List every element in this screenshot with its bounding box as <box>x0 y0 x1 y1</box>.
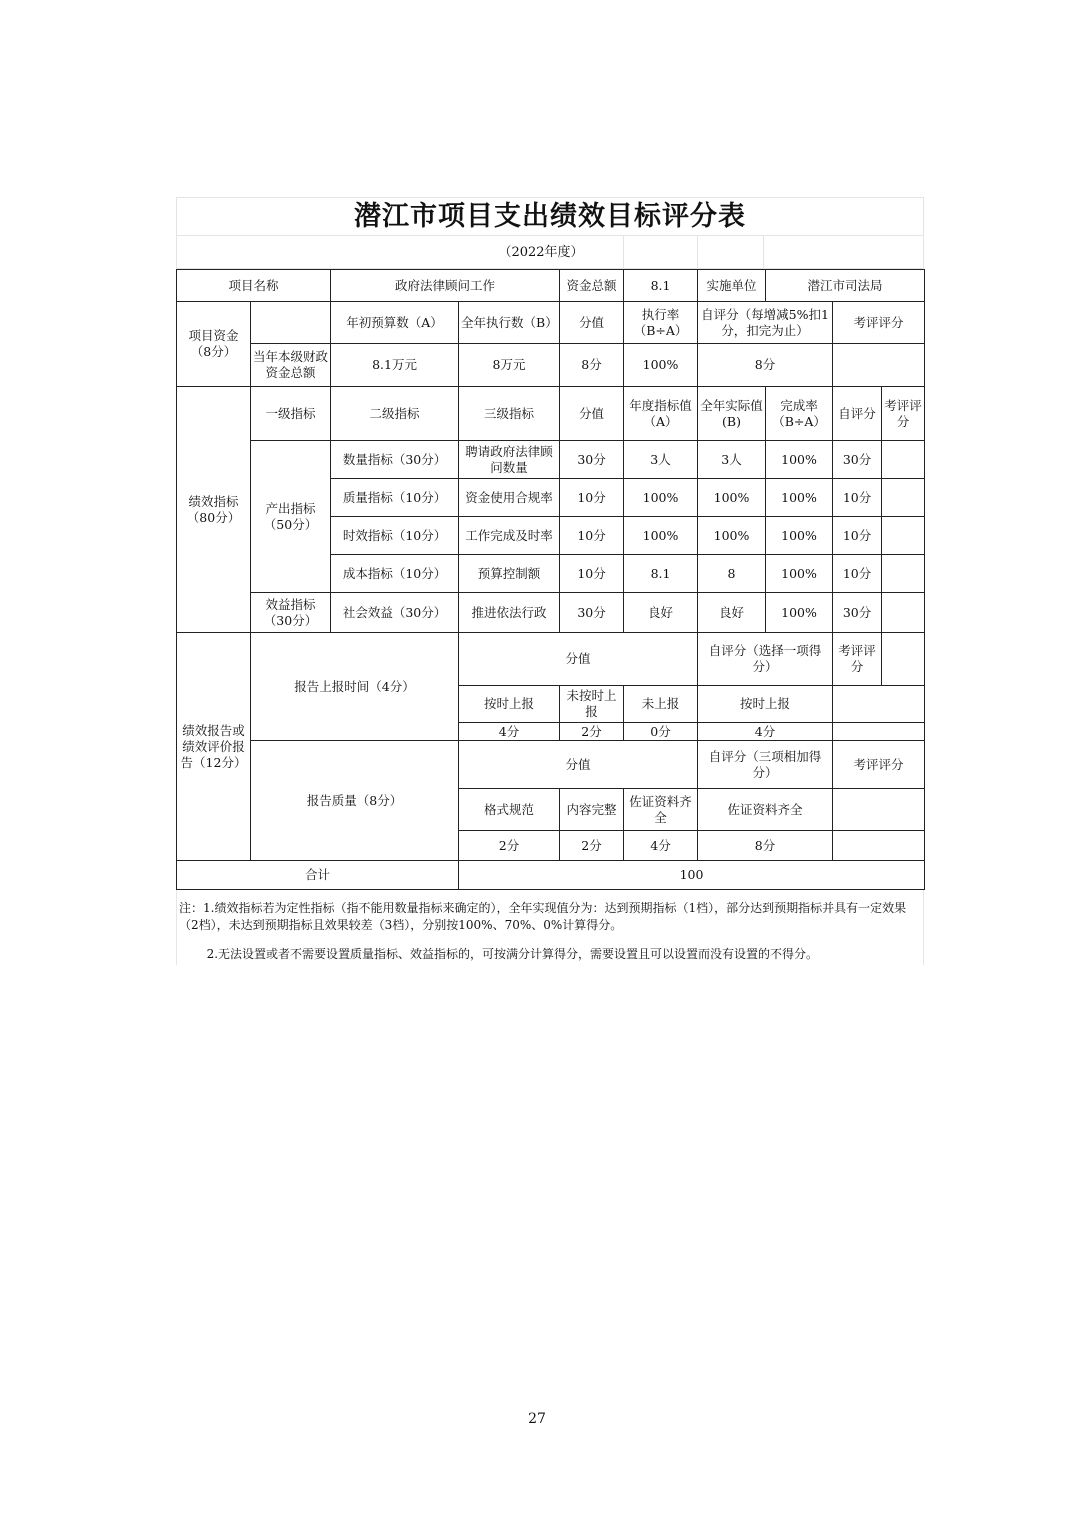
perf-rate: 100% <box>766 441 833 479</box>
report-time-review <box>833 686 925 723</box>
perf-l2: 社会效益（30分） <box>331 593 459 633</box>
perf-rate: 100% <box>766 517 833 555</box>
perf-self: 10分 <box>833 517 882 555</box>
perf-actual: 8 <box>698 555 766 593</box>
perf-review <box>882 441 925 479</box>
grid-divider <box>697 236 698 268</box>
perf-actual: 3人 <box>698 441 766 479</box>
report-quality-points: 2分 <box>560 831 624 861</box>
perf-self: 30分 <box>833 593 882 633</box>
fund-total-label: 资金总额 <box>560 270 624 302</box>
perf-l3: 工作完成及时率 <box>459 517 560 555</box>
report-quality-self-points: 8分 <box>698 831 833 861</box>
perf-l2: 时效指标（10分） <box>331 517 459 555</box>
report-time-points: 0分 <box>624 723 698 741</box>
perf-label: 绩效指标（80分） <box>177 387 251 633</box>
report-quality-points: 2分 <box>459 831 560 861</box>
funds-self: 8分 <box>698 344 833 387</box>
report-time-option: 未按时上报 <box>560 686 624 723</box>
report-quality-review <box>833 789 925 831</box>
perf-target: 100% <box>624 517 698 555</box>
report-quality-option: 佐证资料齐全 <box>624 789 698 831</box>
grid-divider <box>763 236 764 268</box>
note-1: 注：1.绩效指标若为定性指标（指不能用数量指标来确定的），全年实现值分为：达到预期指标（1档），部分达到预期指标并具有一定效果（2档），未达到预期指标且效果较差（3档），分别按100%、70%、0%计算得分。 <box>179 901 907 932</box>
report-time-self-header: 自评分（选择一项得分） <box>698 633 833 686</box>
perf-l3: 资金使用合规率 <box>459 479 560 517</box>
report-quality-points: 4分 <box>624 831 698 861</box>
funds-row-label: 当年本级财政资金总额 <box>251 344 331 387</box>
perf-rate-header: 完成率（B÷A） <box>766 387 833 441</box>
perf-review <box>882 517 925 555</box>
report-time-score-header: 分值 <box>459 633 698 686</box>
perf-l2: 质量指标（10分） <box>331 479 459 517</box>
perf-review-header: 考评评分 <box>882 387 925 441</box>
score-table <box>176 269 925 890</box>
perf-target: 良好 <box>624 593 698 633</box>
report-label: 绩效报告或绩效评价报告（12分） <box>177 633 251 861</box>
fund-total: 8.1 <box>624 270 698 302</box>
year-row <box>176 235 924 269</box>
perf-self: 10分 <box>833 479 882 517</box>
empty-cell <box>882 633 925 686</box>
funds-exec-header: 全年执行数（B） <box>459 302 560 344</box>
unit-name: 潜江市司法局 <box>766 270 925 302</box>
report-quality-option: 内容完整 <box>560 789 624 831</box>
score-sheet <box>176 197 924 965</box>
perf-score-header: 分值 <box>560 387 624 441</box>
perf-self: 30分 <box>833 441 882 479</box>
page-number: 27 <box>528 1411 546 1427</box>
report-quality-review-header: 考评评分 <box>833 741 925 789</box>
report-time-option: 未上报 <box>624 686 698 723</box>
perf-actual: 良好 <box>698 593 766 633</box>
perf-review <box>882 479 925 517</box>
report-time-points: 4分 <box>459 723 560 741</box>
perf-actual: 100% <box>698 517 766 555</box>
perf-score: 30分 <box>560 593 624 633</box>
funds-review <box>833 344 925 387</box>
perf-review <box>882 593 925 633</box>
empty-cell <box>251 302 331 344</box>
benefit-label: 效益指标（30分） <box>251 593 331 633</box>
report-time-option: 按时上报 <box>459 686 560 723</box>
perf-target: 3人 <box>624 441 698 479</box>
perf-l2: 成本指标（10分） <box>331 555 459 593</box>
report-time-self-choice: 按时上报 <box>698 686 833 723</box>
funds-score: 8分 <box>560 344 624 387</box>
funds-rate: 100% <box>624 344 698 387</box>
funds-score-header: 分值 <box>560 302 624 344</box>
funds-review-header: 考评评分 <box>833 302 925 344</box>
perf-rate: 100% <box>766 479 833 517</box>
grid-divider <box>623 236 624 268</box>
unit-label: 实施单位 <box>698 270 766 302</box>
report-quality-option: 格式规范 <box>459 789 560 831</box>
sheet-title: 潜江市项目支出绩效目标评分表 <box>176 197 924 235</box>
report-time-points: 2分 <box>560 723 624 741</box>
funds-exec: 8万元 <box>459 344 560 387</box>
perf-actual: 100% <box>698 479 766 517</box>
perf-target-header: 年度指标值（A） <box>624 387 698 441</box>
perf-l3: 聘请政府法律顾问数量 <box>459 441 560 479</box>
perf-l2: 数量指标（30分） <box>331 441 459 479</box>
perf-score: 10分 <box>560 555 624 593</box>
funds-budget-header: 年初预算数（A） <box>331 302 459 344</box>
report-time-review-points <box>833 723 925 741</box>
perf-l3-header: 三级指标 <box>459 387 560 441</box>
notes <box>176 890 924 965</box>
project-name: 政府法律顾问工作 <box>331 270 560 302</box>
report-quality-score-header: 分值 <box>459 741 698 789</box>
perf-target: 8.1 <box>624 555 698 593</box>
report-time-review-header: 考评评分 <box>833 633 882 686</box>
perf-l2-header: 二级指标 <box>331 387 459 441</box>
report-quality-self-choice: 佐证资料齐全 <box>698 789 833 831</box>
output-label: 产出指标（50分） <box>251 441 331 593</box>
perf-rate: 100% <box>766 593 833 633</box>
funds-rate-header: 执行率（B÷A） <box>624 302 698 344</box>
perf-review <box>882 555 925 593</box>
perf-l1-header: 一级指标 <box>251 387 331 441</box>
perf-target: 100% <box>624 479 698 517</box>
perf-actual-header: 全年实际值(B) <box>698 387 766 441</box>
funds-label: 项目资金（8分） <box>177 302 251 387</box>
perf-self: 10分 <box>833 555 882 593</box>
report-quality-self-header: 自评分（三项相加得分） <box>698 741 833 789</box>
funds-self-header: 自评分（每增减5%扣1分，扣完为止） <box>698 302 833 344</box>
total-label: 合计 <box>177 861 459 890</box>
perf-self-header: 自评分 <box>833 387 882 441</box>
report-quality-review-points <box>833 831 925 861</box>
report-quality-label: 报告质量（8分） <box>251 741 459 861</box>
note-2: 2.无法设置或者不需要设置质量指标、效益指标的，可按满分计算得分，需要设置且可以设置而没有设置的不得分。 <box>206 947 819 961</box>
funds-budget: 8.1万元 <box>331 344 459 387</box>
perf-l3: 推进依法行政 <box>459 593 560 633</box>
perf-rate: 100% <box>766 555 833 593</box>
perf-l3: 预算控制额 <box>459 555 560 593</box>
perf-score: 10分 <box>560 479 624 517</box>
year-label: （2022年度） <box>498 245 584 260</box>
report-time-label: 报告上报时间（4分） <box>251 633 459 741</box>
perf-score: 30分 <box>560 441 624 479</box>
total-value: 100 <box>459 861 925 890</box>
report-time-self-points: 4分 <box>698 723 833 741</box>
project-name-label: 项目名称 <box>177 270 331 302</box>
perf-score: 10分 <box>560 517 624 555</box>
